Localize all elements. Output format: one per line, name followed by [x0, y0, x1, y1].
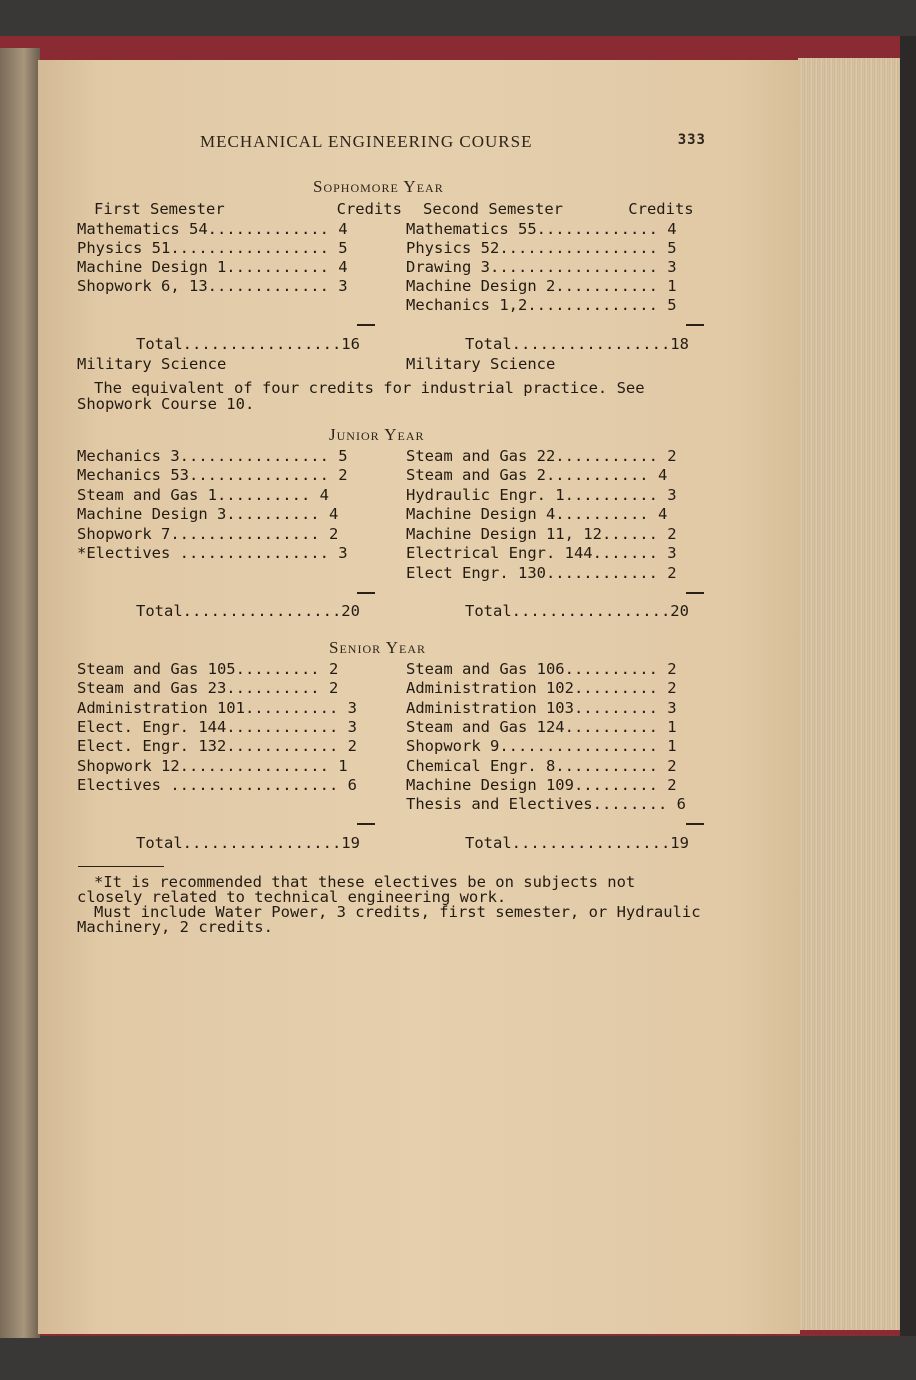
page-number: 333: [677, 132, 706, 148]
course-line: Mechanics 1,2.............. 5: [406, 296, 677, 314]
sum-rule: [686, 324, 704, 326]
course-line: Steam and Gas 22........... 2: [406, 447, 677, 465]
total-line: Total.................19: [465, 834, 689, 852]
military-science: Military Science: [77, 355, 227, 373]
course-line: Shopwork 7................ 2: [77, 525, 339, 543]
running-header: [200, 132, 710, 152]
note-line: The equivalent of four credits for industrial practice. See: [94, 379, 645, 397]
senior-heading: Senior Year: [329, 638, 427, 657]
sum-rule: [686, 823, 704, 825]
course-line: Steam and Gas 2........... 4: [406, 466, 668, 484]
course-line: Elect. Engr. 144............ 3: [77, 718, 357, 736]
page-stack-edge: [798, 58, 902, 1330]
sum-rule: [357, 324, 375, 326]
total-line: Total.................19: [136, 834, 360, 852]
course-line: Steam and Gas 106.......... 2: [406, 660, 677, 678]
course-line: Elect. Engr. 132............ 2: [77, 737, 357, 755]
course-line: Machine Design 4.......... 4: [406, 505, 668, 523]
course-line: Electives .................. 6: [77, 776, 357, 794]
note-line: Shopwork Course 10.: [77, 395, 255, 413]
course-line: Shopwork 12................ 1: [77, 757, 348, 775]
sophomore-first-head: First Semester Credits: [94, 200, 402, 218]
course-line: Chemical Engr. 8........... 2: [406, 757, 677, 775]
course-line: Physics 52................. 5: [406, 239, 677, 257]
course-line: Administration 101.......... 3: [77, 699, 357, 717]
course-line: Mechanics 3................ 5: [77, 447, 348, 465]
course-line: Steam and Gas 23.......... 2: [77, 679, 339, 697]
page-title: MECHANICAL ENGINEERING COURSE: [200, 132, 533, 151]
course-line: Thesis and Electives........ 6: [406, 795, 686, 813]
footnote-rule: [78, 866, 164, 867]
course-line: Shopwork 9................. 1: [406, 737, 677, 755]
course-line: Steam and Gas 105......... 2: [77, 660, 339, 678]
course-line: Electrical Engr. 144....... 3: [406, 544, 677, 562]
course-line: Physics 51................. 5: [77, 239, 348, 257]
junior-heading: Junior Year: [329, 425, 425, 444]
sum-rule: [686, 592, 704, 594]
course-line: Elect Engr. 130............ 2: [406, 564, 677, 582]
footnote-line: Must include Water Power, 3 credits, first semester, or Hydraulic: [94, 903, 701, 921]
course-line: Mechanics 53............... 2: [77, 466, 348, 484]
footnote-line: *It is recommended that these electives be on subjects not: [94, 873, 636, 891]
course-line: Shopwork 6, 13............. 3: [77, 277, 348, 295]
footnote-line: closely related to technical engineering work.: [77, 888, 507, 906]
sum-rule: [357, 823, 375, 825]
course-line: *Electives ................ 3: [77, 544, 348, 562]
sophomore-second-head: Second Semester Credits: [423, 200, 694, 218]
course-line: Machine Design 2........... 1: [406, 277, 677, 295]
course-line: Machine Design 11, 12...... 2: [406, 525, 677, 543]
total-line: Total.................20: [465, 602, 689, 620]
course-line: Steam and Gas 124.......... 1: [406, 718, 677, 736]
sophomore-heading: Sophomore Year: [313, 177, 444, 196]
total-line: Total.................20: [136, 602, 360, 620]
footnote-line: Machinery, 2 credits.: [77, 918, 273, 936]
course-line: Machine Design 3.......... 4: [77, 505, 339, 523]
total-line: Total.................18: [465, 335, 689, 353]
total-line: Total.................16: [136, 335, 360, 353]
course-line: Drawing 3.................. 3: [406, 258, 677, 276]
course-line: Machine Design 1........... 4: [77, 258, 348, 276]
course-line: Administration 102......... 2: [406, 679, 677, 697]
course-line: Machine Design 109......... 2: [406, 776, 677, 794]
course-line: Steam and Gas 1.......... 4: [77, 486, 329, 504]
military-science: Military Science: [406, 355, 556, 373]
course-line: Hydraulic Engr. 1.......... 3: [406, 486, 677, 504]
left-page-edge: [0, 48, 40, 1338]
course-line: Mathematics 54............. 4: [77, 220, 348, 238]
sum-rule: [357, 592, 375, 594]
background: [900, 36, 916, 1336]
course-line: Mathematics 55............. 4: [406, 220, 677, 238]
course-line: Administration 103......... 3: [406, 699, 677, 717]
